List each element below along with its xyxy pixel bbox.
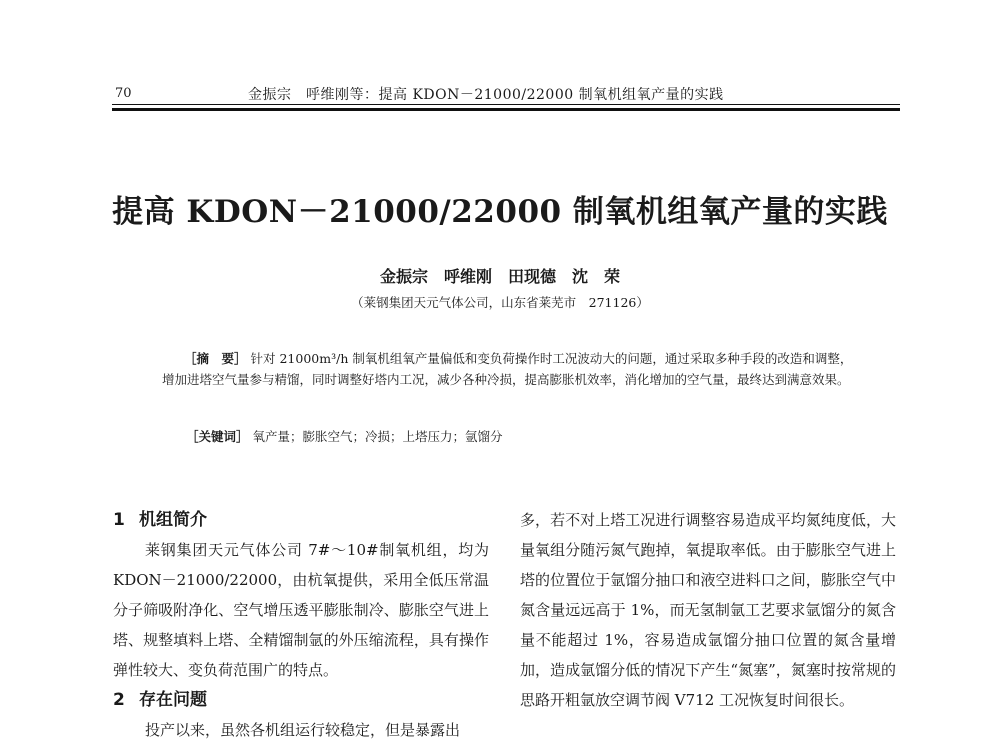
section-heading [113, 685, 489, 715]
header-rule-thin [112, 104, 900, 105]
header-rule-thick [112, 108, 900, 111]
section-paragraph: 莱钢集团天元气体公司 7#～10#制氧机组，均为 KDON－21000/22000，由杭氧提供，采用全低压常温分子筛吸附净化、空气增压透平膨胀制冷、膨胀空气进上塔、规整填料上塔、全精馏制氩的外压缩流程，具有操作弹性较大、变负荷范围广的特点。 [113, 541, 489, 679]
affiliation: （莱钢集团天元气体公司，山东省莱芜市 271126） [351, 295, 649, 310]
section-title: 机组简介 [139, 510, 207, 530]
running-title: 金振宗 呼维刚等：提高 KDON－21000/22000 制氧机组氧产量的实践 [248, 87, 724, 103]
section-heading [113, 505, 489, 535]
page-number: 70 [115, 86, 132, 101]
keywords [186, 426, 866, 447]
body-paragraph: 多，若不对上塔工况进行调整容易造成平均氮纯度低，大量氧组分随污氮气跑掉，氧提取率低。由于膨胀空气进上塔的位置位于氩馏分抽口和液空进料口之间，膨胀空气中氮含量远远高于 1%，而无氢制氩工艺要求氩馏分的氮含量不能超过 1%，容易造成氩馏分抽口位置的氮含量增加，造成氩馏分低的情况下产生“氮塞”，氮塞时按常规的思路开粗氩放空调节阀 V712 工况恢复时间很长。 [520, 511, 896, 709]
abstract [162, 348, 862, 390]
section-number: 1 [113, 510, 125, 530]
section-paragraph: 投产以来，虽然各机组运行较稳定，但是暴露出 [145, 721, 461, 739]
section-number: 2 [113, 690, 125, 710]
keywords-text: 氧产量；膨胀空气；冷损；上塔压力；氩馏分 [252, 429, 503, 444]
abstract-text: 针对 21000m³/h 制氧机组氧产量偏低和变负荷操作时工况波动大的问题，通过采取多种手段的改造和调整，增加进塔空气量参与精馏，同时调整好塔内工况，减少各种冷损，提高膨胀机效率，消化增加的空气量，最终达到满意效果。 [162, 351, 853, 387]
right-column [520, 505, 896, 715]
left-column [113, 505, 489, 745]
paper-title: 提高 KDON－21000/22000 制氧机组氧产量的实践 [112, 194, 888, 230]
authors: 金振宗 呼维刚 田现德 沈 荣 [379, 267, 620, 286]
keywords-label: ［关键词］ [186, 429, 249, 444]
section-title: 存在问题 [139, 690, 207, 710]
abstract-label: ［摘 要］ [184, 351, 247, 366]
